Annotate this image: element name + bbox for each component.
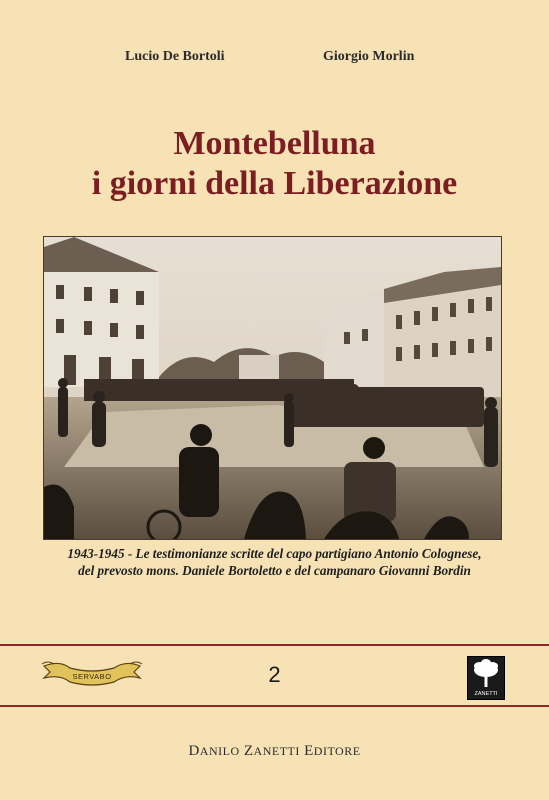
cover-photo bbox=[43, 236, 502, 540]
author-name-2: Giorgio Morlin bbox=[323, 49, 415, 64]
book-subtitle bbox=[0, 545, 549, 579]
tree-icon bbox=[468, 657, 504, 691]
title-line-1: Montebelluna bbox=[173, 125, 376, 162]
author-name-1: Lucio De Bortoli bbox=[125, 49, 225, 64]
divider-top bbox=[0, 644, 549, 646]
book-title bbox=[0, 124, 549, 204]
publisher-name bbox=[0, 743, 549, 760]
publisher-word-3: EDITORE bbox=[304, 743, 361, 759]
publisher-word-2: ZANETTI bbox=[243, 743, 300, 759]
publisher-word-1: DANILO bbox=[188, 743, 240, 759]
publisher-logo-text: ZANETTI bbox=[474, 691, 498, 697]
title-line-2: i giorni della Liberazione bbox=[91, 165, 458, 202]
subtitle-line-2: del prevosto mons. Daniele Bortoletto e del campanaro Giovanni Bordin bbox=[78, 563, 471, 578]
divider-bottom bbox=[0, 705, 549, 707]
series-logo-text: SERVABO bbox=[72, 672, 112, 681]
publisher-logo bbox=[467, 656, 505, 700]
subtitle-line-1: 1943-1945 - Le testimonianze scritte del capo partigiano Antonio Colognese, bbox=[67, 546, 482, 561]
series-number: 2 bbox=[268, 662, 281, 687]
